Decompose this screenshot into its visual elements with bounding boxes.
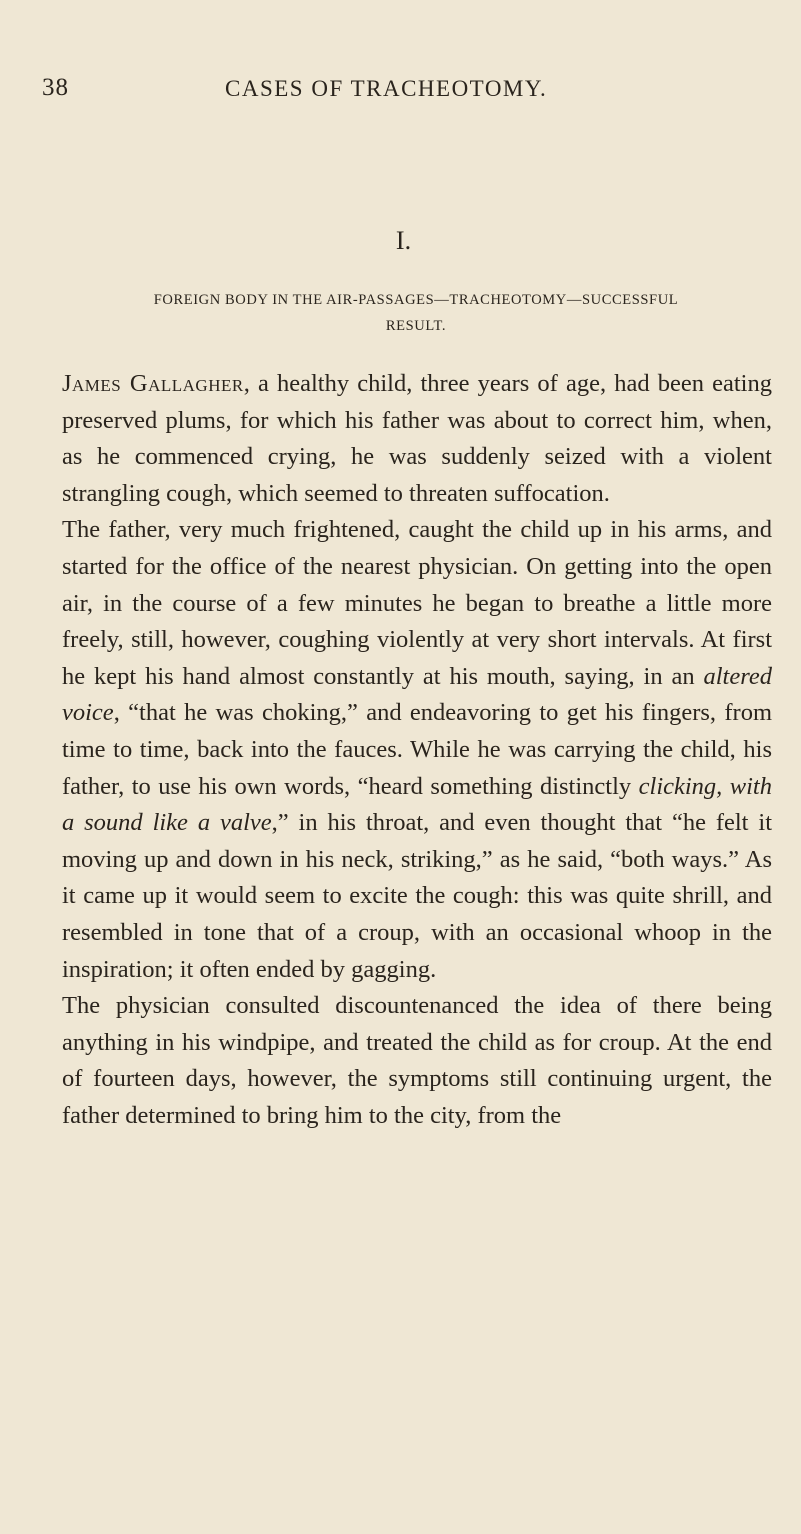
body-text — [62, 366, 772, 1134]
section-heading-line-2: RESULT. — [385, 318, 447, 334]
section-heading-line-1: FOREIGN BODY IN THE AIR-PASSAGES—TRACHEOTOMY—SUCCESSFUL — [153, 292, 679, 308]
paragraph-3: The physician consulted discountenanced the idea of there being anything in his windpipe, and treated the child as for croup. At the end of fourteen days, however, the symptoms still continuing urgent, the father determined to bring him to the city, from the — [62, 992, 772, 1129]
patient-name: James Gallagher — [62, 370, 244, 397]
page-number: 38 — [42, 74, 69, 101]
section-number: I. — [395, 226, 412, 255]
paragraph-2-part-3: ,” in his throat, and even thought that “he felt it moving up and down in his neck, striking,” as he said, “both ways.” As it came up it would seem to excite the cough: this was quite shrill, and resembled in tone that of a croup, with an occasional whoop in the inspiration; it often ended by gagging. — [62, 809, 772, 983]
running-head — [0, 74, 801, 114]
paragraph-2-part-2: , “that he was choking,” and endeavoring to get his fingers, from time to time, back into the fauces. While he was carrying the child, his father, to use his own words, “heard something distinctly — [62, 699, 772, 800]
paragraph-1-text: , a healthy child, three years of age, had been eating preserved plums, for which his father was about to correct him, when, as he commenced crying, he was suddenly seized with a violent strangling cough, which seemed to threaten suffocation. — [62, 370, 772, 507]
paragraph-2-italic-1: altered voice — [62, 662, 772, 727]
paragraph-1 — [62, 366, 772, 512]
section-heading — [62, 287, 770, 339]
paragraph-2-part-1: The father, very much frightened, caught the child up in his arms, and started for the office of the nearest physician. On getting into the open air, in the course of a few minutes he began to breathe a little more freely, still, however, coughing violently at very short intervals. At first he kept his hand almost constantly at his mouth, saying, in an — [62, 516, 772, 690]
running-title: CASES OF TRACHEOTOMY. — [225, 76, 548, 101]
paragraph-2 — [62, 512, 772, 988]
paragraph-2-italic-2: clicking, with a sound like a valve — [62, 772, 772, 837]
